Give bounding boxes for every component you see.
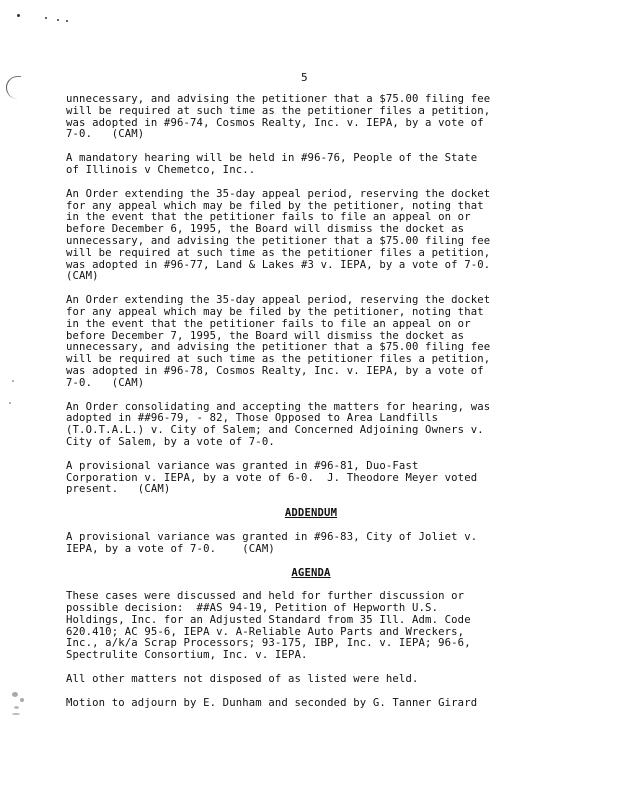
paragraph: An Order consolidating and accepting the matters for hearing, was adopted in ##96-79, - 82, Those Opposed to Area Landfills (T.O.T.A.L.) v. City of Salem; and Concerned Adjoining Owners v. City of Salem, by a vote of 7-0. [66,400,491,448]
paragraph: unnecessary, and advising the petitioner that a $75.00 filing fee will be required at such time as the petitioner files a petition, was adopted in #96-74, Cosmos Realty, Inc. v. IEPA, by a vote of 7-0. (CAM) [66,93,491,141]
paragraph: An Order extending the 35-day appeal period, reserving the docket for any appeal which may be filed by the petitioner, noting that in the event that the petitioner fails to file an appeal on or before December 6, 1995, the Board will dismiss the docket as unnecessary, and advising the petitioner that a $75.00 filing fee will be required at such time as the petitioner files a petition, was adopted in #96-77, Land & Lakes #3 v. IEPA, by a vote of 7-0. (CAM) [66,187,491,283]
paragraph: A mandatory hearing will be held in #96-76, People of the State of Illinois v Chemetco, Inc.. [66,152,478,176]
document-body [66,94,536,722]
scan-punch-mark [6,76,21,99]
scan-speck [12,692,18,697]
agenda-paragraph: Motion to adjourn by E. Dunham and seconded by G. Tanner Girard [66,696,478,709]
addendum-paragraph: A provisional variance was granted in #96-83, City of Joliet v. IEPA, by a vote of 7-0. (CAM) [66,530,478,555]
scan-speck [14,706,19,709]
scan-speck [45,17,47,19]
agenda-heading: AGENDA [291,566,331,579]
scan-speck [12,380,14,382]
scan-speck [20,698,24,702]
agenda-paragraph: These cases were discussed and held for further discussion or possible decision: ##AS 94-19, Petition of Hepworth U.S. Holdings, Inc. for an Adjusted Standard from 35 Ill. Adm. Code 620.410; AC 95-6, IEPA v. A-Reliable Auto Parts and Wreckers, Inc., a/k/a Scrap Processors; 93-175, IBP, Inc. v. IEPA; 96-6, Spectrulite Consortium, Inc. v. IEPA. [66,590,471,662]
page-number: 5 [301,71,308,84]
addendum-heading: ADDENDUM [284,507,338,520]
scan-speck [9,402,11,404]
scan-speck [17,14,20,17]
agenda-paragraph: All other matters not disposed of as listed were held. [66,673,419,686]
scan-speck [66,20,68,22]
paragraph: A provisional variance was granted in #96-81, Duo-Fast Corporation v. IEPA, by a vote of 6-0. J. Theodore Meyer voted present. (CAM) [66,459,478,496]
scan-speck [57,19,59,21]
paragraph: An Order extending the 35-day appeal period, reserving the docket for any appeal which may be filed by the petitioner, noting that in the event that the petitioner fails to file an appeal on or before December 7, 1995, the Board will dismiss the docket as unnecessary, and advising the petitioner that a $75.00 filing fee will be required at such time as the petitioner files a petition, was adopted in #96-78, Cosmos Realty, Inc. v. IEPA, by a vote of 7-0. (CAM) [66,294,491,389]
scan-speck [12,713,20,715]
